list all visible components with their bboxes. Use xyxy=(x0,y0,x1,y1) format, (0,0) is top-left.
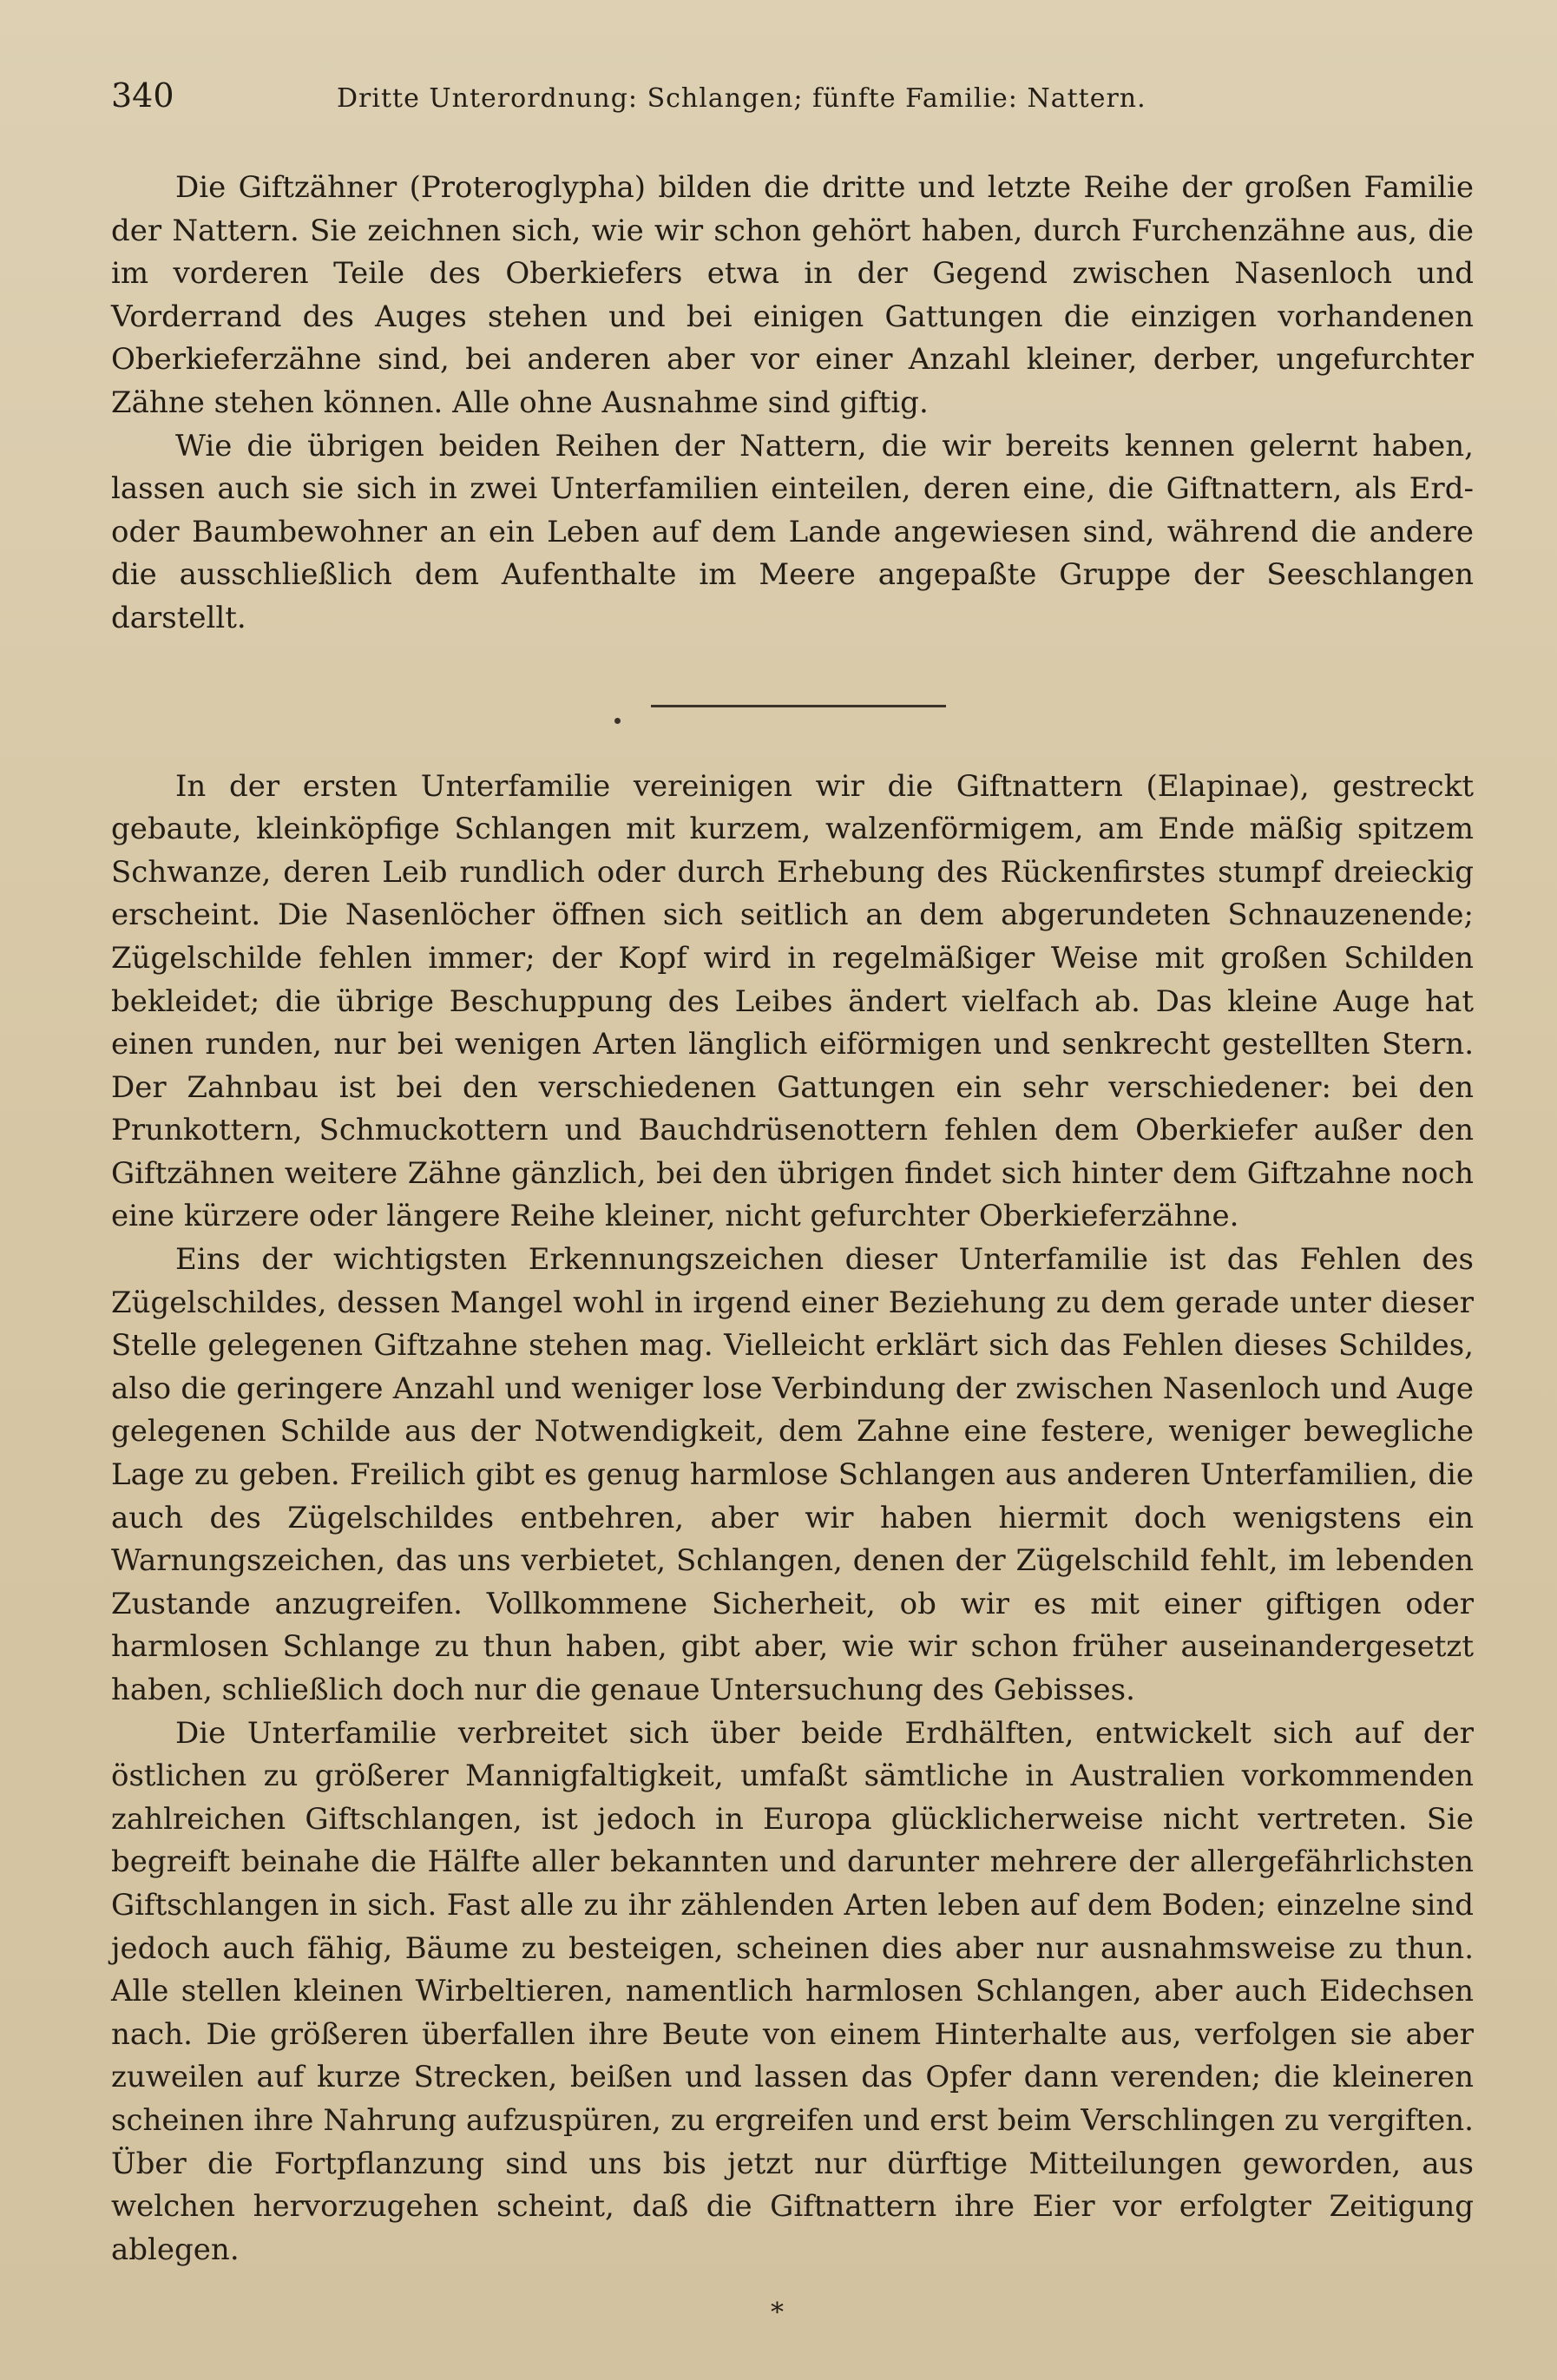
paragraph: Eins der wichtigsten Erkennungszeichen dieser Unterfamilie ist das Fehlen des Zügelschildes, dessen Mangel wohl in irgend einer Beziehung zu dem gerade unter dieser Stelle gelegenen Giftzahne stehen mag. Vielleicht erklärt sich das Fehlen dieses Schildes, also die geringere Anzahl und weniger lose Verbindung der zwischen Nasenloch und Auge gelegenen Schilde aus der Notwendigkeit, dem Zahne eine festere, weniger bewegliche Lage zu geben. Freilich gibt es genug harmlose Schlangen aus anderen Unterfamilien, die auch des Zügelschildes entbehren, aber wir haben hiermit doch wenigstens ein Warnungszeichen, das uns verbietet, Schlangen, denen der Zügelschild fehlt, im lebenden Zustande anzugreifen. Vollkommene Sicherheit, ob wir es mit einer giftigen oder harmlosen Schlange zu thun haben, gibt aber, wie wir schon früher auseinandergesetzt haben, schließlich doch nur die genaue Untersuchung des Gebisses. xyxy=(111,1242,1474,1707)
paragraph: Wie die übrigen beiden Reihen der Nattern, die wir bereits kennen gelernt haben, lassen auch sie sich in zwei Unterfamilien einteilen, deren eine, die Giftnattern, als Erd- oder Baumbewohner an ein Leben auf dem Lande angewiesen sind, während die andere die ausschließlich dem Aufenthalte im Meere angepaßte Gruppe der Seeschlangen darstellt. xyxy=(111,428,1474,635)
running-title: Dritte Unterordnung: Schlangen; fünfte Familie: Nattern. xyxy=(337,83,1146,114)
section-divider xyxy=(651,705,946,707)
signature-mark: * xyxy=(771,2298,784,2329)
paragraph: Die Giftzähner (Proteroglypha) bilden die dritte und letzte Reihe der großen Familie der Nattern. Sie zeichnen sich, wie wir schon gehört haben, durch Furchenzähne aus, die im vorderen Teile des Oberkiefers etwa in der Gegend zwischen Nasenloch und Vorderrand des Auges stehen und bei einigen Gattungen die einzigen vorhandenen Oberkieferzähne sind, bei anderen aber vor einer Anzahl kleiner, derber, ungefurchter Zähne stehen können. Alle ohne Ausnahme sind giftig. xyxy=(111,170,1474,420)
page-number: 340 xyxy=(111,76,174,115)
running-head xyxy=(111,76,1474,128)
paragraph: Die Unterfamilie verbreitet sich über beide Erdhälften, entwickelt sich auf der östlichen zu größerer Mannigfaltigkeit, umfaßt sämtliche in Australien vorkommenden zahlreichen Giftschlangen, ist jedoch in Europa glücklicherweise nicht vertreten. Sie begreift beinahe die Hälfte aller bekannten und darunter mehrere der allergefährlichsten Giftschlangen in sich. Fast alle zu ihr zählenden Arten leben auf dem Boden; einzelne sind jedoch auch fähig, Bäume zu besteigen, scheinen dies aber nur ausnahmsweise zu thun. Alle stellen kleinen Wirbeltieren, namentlich harmlosen Schlangen, aber auch Eidechsen nach. Die größeren überfallen ihre Beute von einem Hinterhalte aus, verfolgen sie aber zuweilen auf kurze Strecken, beißen und lassen das Opfer dann verenden; die kleineren scheinen ihre Nahrung aufzuspüren, zu ergreifen und erst beim Verschlingen zu vergiften. Über die Fortpflanzung sind uns bis jetzt nur dürftige Mitteilungen geworden, aus welchen hervorzugehen scheint, daß die Giftnattern ihre Eier vor erfolgter Zeitigung ablegen. xyxy=(111,1715,1474,2267)
section-giftnattern xyxy=(111,766,1474,2272)
paragraph: In der ersten Unterfamilie vereinigen wir die Giftnattern (Elapinae), gestreckt gebaute, kleinköpfige Schlangen mit kurzem, walzenförmigem, am Ende mäßig spitzem Schwanze, deren Leib rundlich oder durch Erhebung des Rückenfirstes stumpf dreieckig erscheint. Die Nasenlöcher öffnen sich seitlich an dem abgerundeten Schnauzenende; Zügelschilde fehlen immer; der Kopf wird in regelmäßiger Weise mit großen Schilden bekleidet; die übrige Beschuppung des Leibes ändert vielfach ab. Das kleine Auge hat einen runden, nur bei wenigen Arten länglich eiförmigen und senkrecht gestellten Stern. Der Zahnbau ist bei den verschiedenen Gattungen ein sehr verschiedener: bei den Prunkottern, Schmuckottern und Bauchdrüsenottern fehlen dem Oberkiefer außer den Giftzähnen weitere Zähne gänzlich, bei den übrigen findet sich hinter dem Giftzahne noch eine kürzere oder längere Reihe kleiner, nicht gefurchter Oberkieferzähne. xyxy=(111,768,1474,1234)
page-body xyxy=(111,167,1474,2328)
divider-dot xyxy=(614,718,621,724)
